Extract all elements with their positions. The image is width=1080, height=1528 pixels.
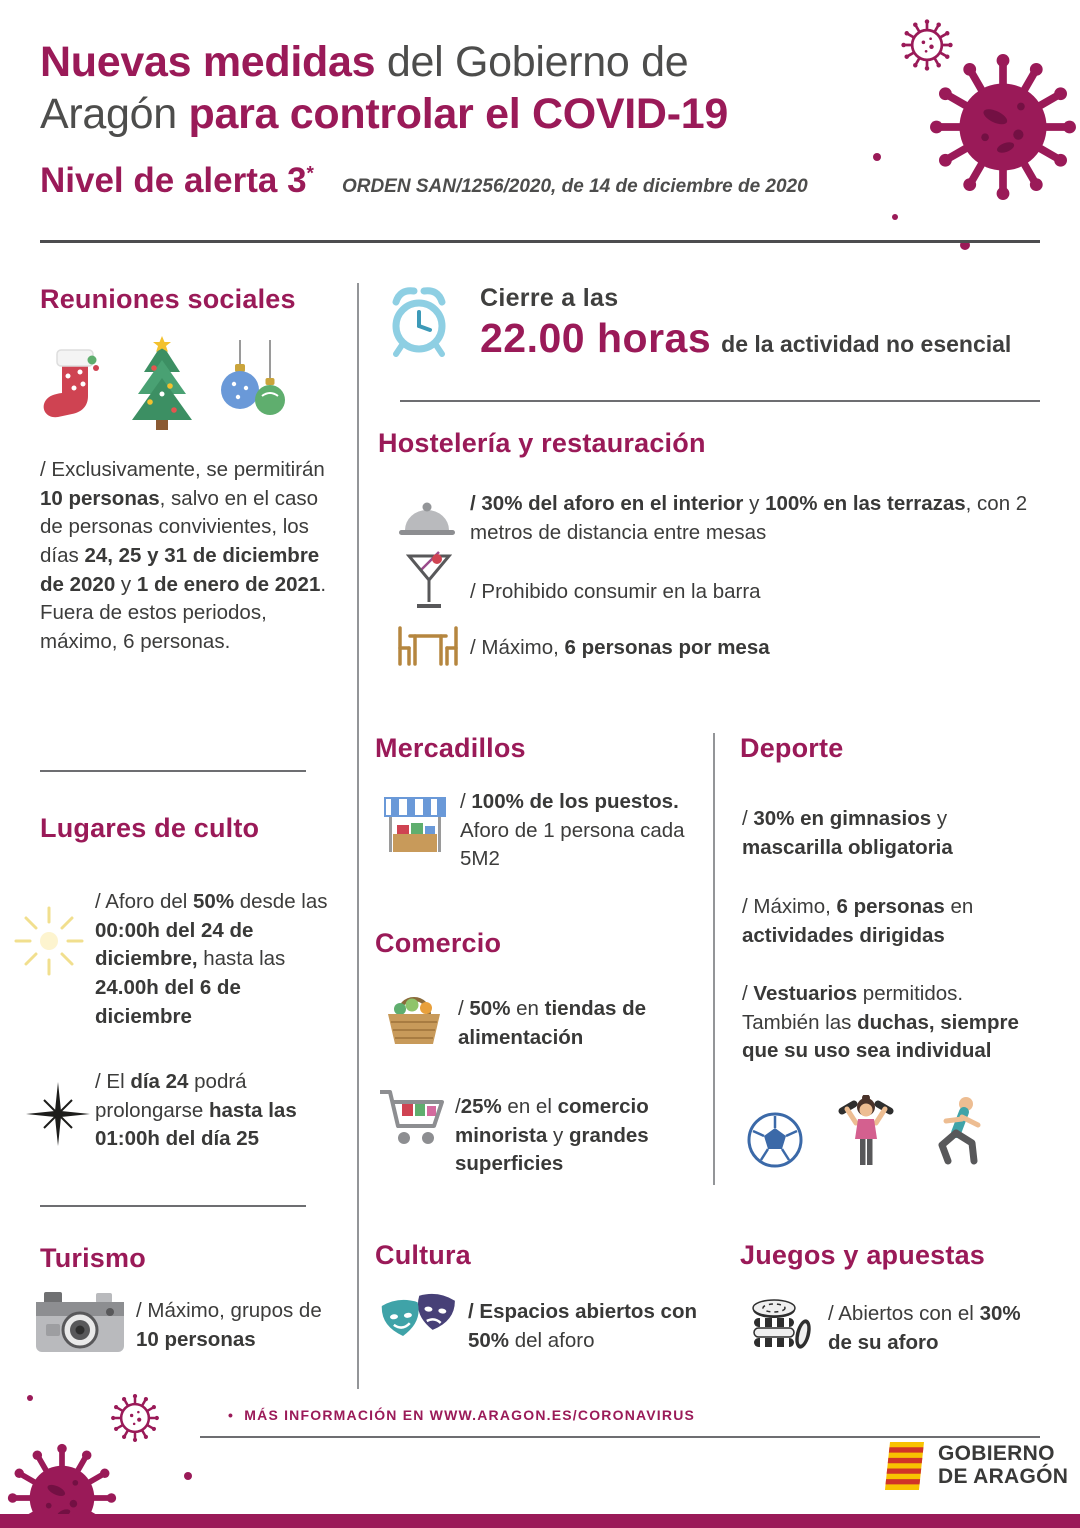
culto-item-2: / El día 24 podrá prolongarse hasta las 01:00h del día 25 [95,1070,297,1151]
deporte-item-1: / 30% en gimnasios y mascarilla obligatoria [742,807,953,859]
grocery-basket-icon [383,988,445,1048]
gobierno-aragon-logo [884,1442,1068,1490]
divider [40,1205,306,1207]
bottom-accent-bar [0,1514,1080,1528]
cultura-text: / Espacios abiertos con 50% del aforo [468,1300,697,1352]
shopping-cart-icon [378,1086,448,1150]
virus-decoration-top [845,5,1080,265]
poker-chips-icon [748,1294,812,1354]
alarm-clock-icon [383,282,455,358]
culto-item-1: / Aforo del 50% desde las 00:00h del 24 de diciembre, hasta las 24.00h del 6 de diciembre [95,890,328,1028]
section-title-juegos: Juegos y apuestas [740,1240,986,1270]
comercio-item-2: /25% en el comercio minorista y grandes superficies [455,1095,649,1176]
alert-level: Nivel de alerta 3* [40,160,314,200]
star-sparkle-icon [26,1082,90,1146]
virus-decoration-bottom [0,1380,220,1514]
christmas-icons [38,336,290,432]
column-divider [713,733,715,1185]
logo-text: GOBIERNO DE ARAGÓN [938,1442,1069,1488]
hosteleria-item-2: / Prohibido consumir en la barra [470,580,761,603]
closure-time: 22.00 horas [480,315,712,361]
christmas-ornaments-icon [218,340,290,432]
more-info [228,1407,695,1423]
title-accent-2: para controlar el COVID-19 [188,90,728,139]
divider [400,400,1040,402]
christmas-tree-icon [120,336,204,432]
cocktail-icon [406,550,452,614]
section-title-cultura: Cultura [375,1240,471,1270]
header [40,36,900,201]
deporte-item-2: / Máximo, 6 personas en actividades dirigidas [742,895,974,947]
runner-icon [928,1095,984,1169]
divider [40,770,306,772]
market-stall-icon [383,792,447,858]
section-title-turismo: Turismo [40,1243,146,1273]
mercadillos-text: / 100% de los puestos. Aforo de 1 persona cada 5M2 [460,790,685,871]
sport-icons [746,1095,984,1169]
section-title-reuniones: Reuniones sociales [40,284,296,314]
juegos-text: / Abiertos con el 30% de su aforo [828,1302,1021,1354]
section-title-mercadillos: Mercadillos [375,733,526,763]
closure-notice [480,284,1011,362]
title-accent-1: Nuevas medidas [40,38,376,86]
hosteleria-item-3: / Máximo, 6 personas por mesa [470,636,770,659]
weightlifter-icon [836,1095,896,1169]
closure-rest: de la actividad no esencial [721,331,1012,357]
turismo-text: / Máximo, grupos de 10 personas [136,1299,322,1351]
bullet: • [228,1407,235,1423]
section-title-hosteleria: Hostelería y restauración [378,428,706,458]
christmas-stocking-icon [38,344,106,432]
soccer-ball-icon [746,1111,804,1169]
comercio-item-1: / 50% en tiendas de alimentación [458,997,647,1049]
table-chairs-icon [396,622,460,668]
section-title-comercio: Comercio [375,928,502,958]
header-divider [40,240,1040,243]
footer-divider [200,1436,1040,1438]
theater-masks-icon [378,1292,458,1354]
title-normal-1: del Gobierno de [375,38,689,86]
page-title [40,36,900,141]
reuniones-text: / Exclusivamente, se permitirán 10 personas, salvo en el caso de personas convivientes, los días 24, 25 y 31 de diciembre de 2020 y 1 de enero de 2021. Fuera de estos periodos, máximo, 6 personas. [40,458,327,654]
deporte-item-3: / Vestuarios permitidos. También las duchas, siempre que su uso sea individual [742,982,1019,1063]
section-title-culto: Lugares de culto [40,813,260,843]
more-info-label: MÁS INFORMACIÓN EN [244,1407,430,1423]
closure-intro: Cierre a las [480,284,619,312]
cloche-icon [398,496,456,542]
title-normal-2: Aragón [40,90,189,139]
camera-icon [34,1290,126,1356]
candle-glow-icon [10,902,88,980]
section-title-deporte: Deporte [740,733,844,763]
coronavirus-url[interactable]: WWW.ARAGON.ES/CORONAVIRUS [429,1407,696,1423]
hosteleria-item-1: / 30% del aforo en el interior y 100% en las terrazas, con 2 metros de distancia entre mesas [470,492,1028,544]
aragon-flag-icon [884,1442,926,1490]
column-divider [357,283,359,1389]
order-reference: ORDEN SAN/1256/2020, de 14 de diciembre de 2020 [341,175,808,197]
